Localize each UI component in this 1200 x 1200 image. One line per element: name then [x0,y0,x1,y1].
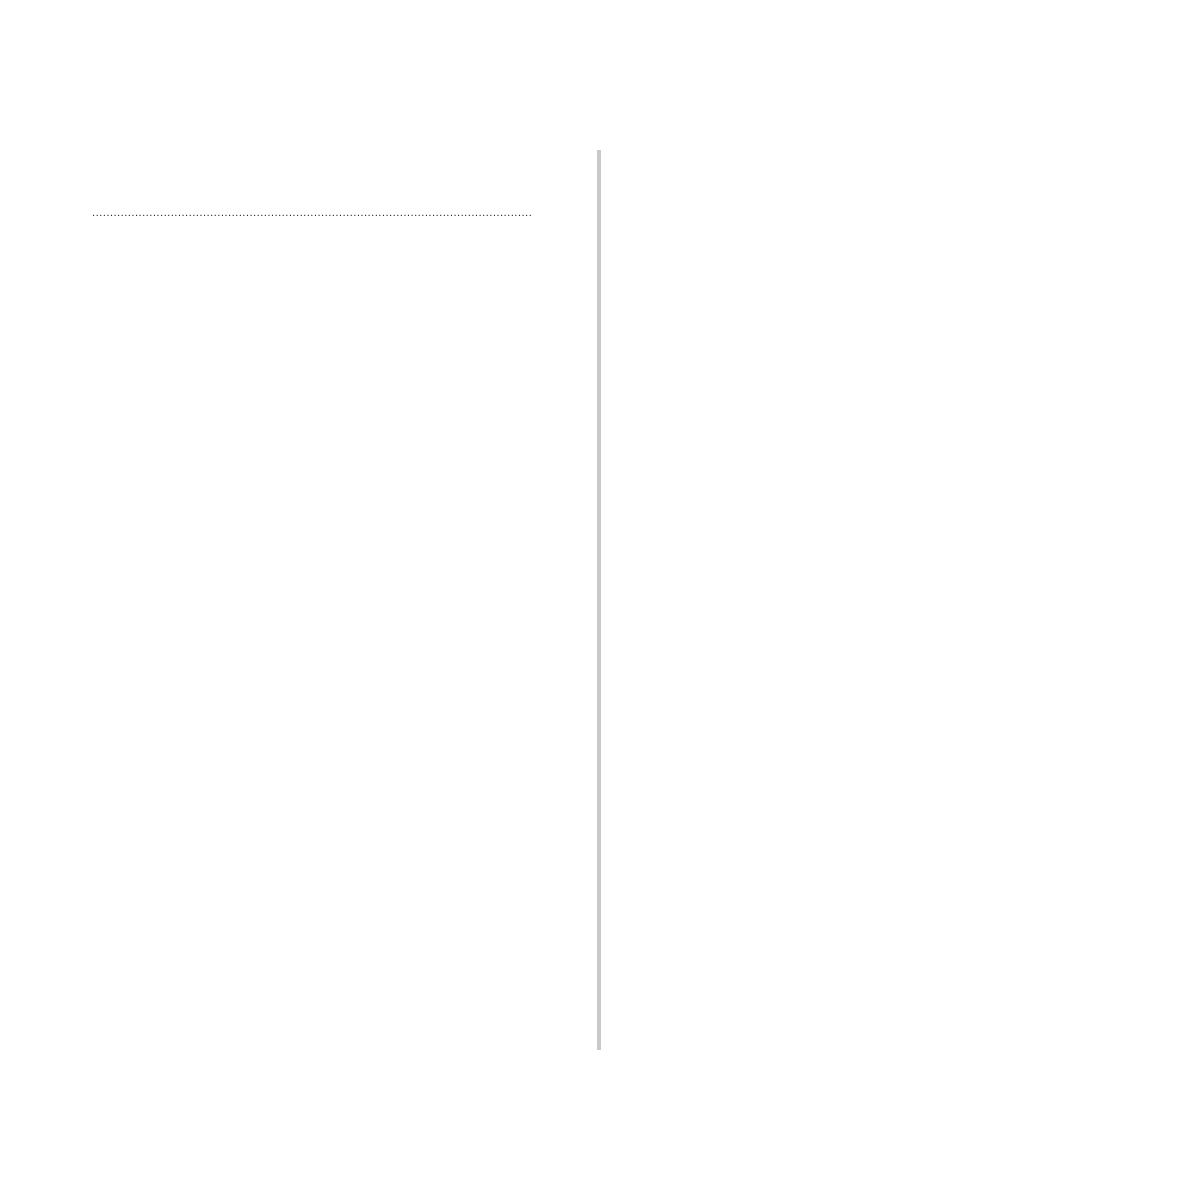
leader-dots [92,208,532,219]
page-gutter [597,150,601,1050]
left-running-head [92,208,532,224]
